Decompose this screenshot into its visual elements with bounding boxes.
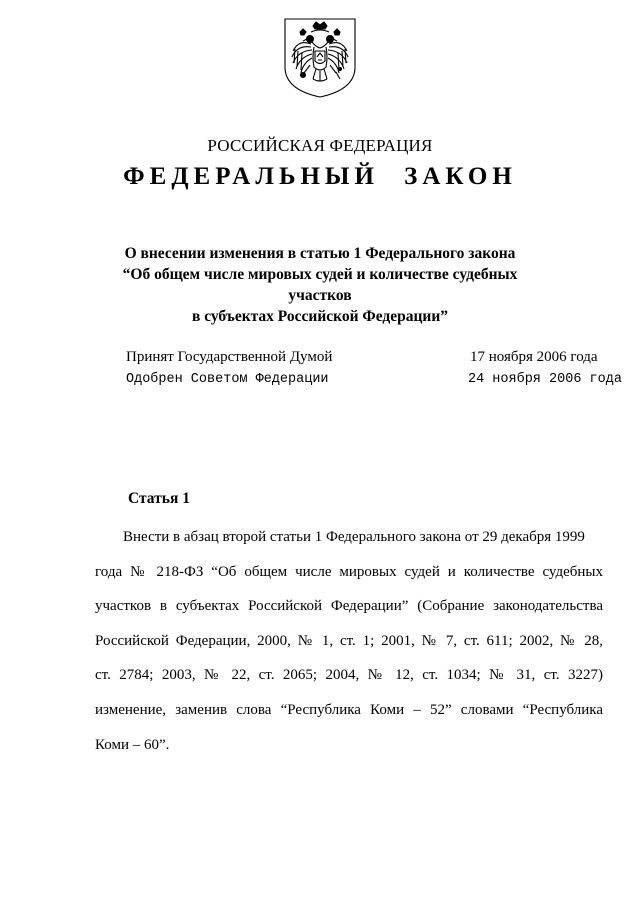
- law-title-line-2: “Об общем числе мировых судей и количестве судебных участков: [122, 266, 518, 304]
- council-approval-date: 24 ноября 2006 года: [468, 372, 622, 387]
- article-line: участков в субъектах Российской Федерации” (Собрание законодательства: [95, 598, 603, 615]
- article-line: года № 218-ФЗ “Об общем числе мировых судей и количестве судебных: [95, 563, 603, 580]
- article-line: Коми – 60”.: [95, 736, 170, 753]
- article-heading: Статья 1: [128, 490, 190, 507]
- duma-adoption-label: Принят Государственной Думой: [126, 349, 333, 365]
- duma-adoption-date: 17 ноября 2006 года: [470, 349, 598, 365]
- law-title-line-1: О внесении изменения в статью 1 Федерального закона: [124, 245, 516, 262]
- law-title-line-3: в субъектах Российской Федерации”: [191, 308, 449, 325]
- article-body: [95, 520, 603, 762]
- council-approval-label: Одобрен Советом Федерации: [126, 372, 329, 387]
- article-line: Внести в абзац второй статьи 1 Федерального закона от 29 декабря 1999: [123, 529, 585, 545]
- russian-coat-of-arms-icon: [283, 17, 357, 99]
- country-name: РОССИЙСКАЯ ФЕДЕРАЦИЯ: [207, 136, 433, 155]
- article-line: изменение, заменив слова “Республика Коми – 52” словами “Республика: [95, 701, 603, 718]
- article-line: Российской Федерации, 2000, № 1, ст. 1; 2001, № 7, ст. 611; 2002, № 28,: [95, 632, 603, 649]
- law-title: [90, 243, 550, 327]
- document-type: ФЕДЕРАЛЬНЫЙ ЗАКОН: [123, 163, 517, 190]
- article-line: ст. 2784; 2003, № 22, ст. 2065; 2004, № 12, ст. 1034; № 31, ст. 3227): [95, 667, 603, 684]
